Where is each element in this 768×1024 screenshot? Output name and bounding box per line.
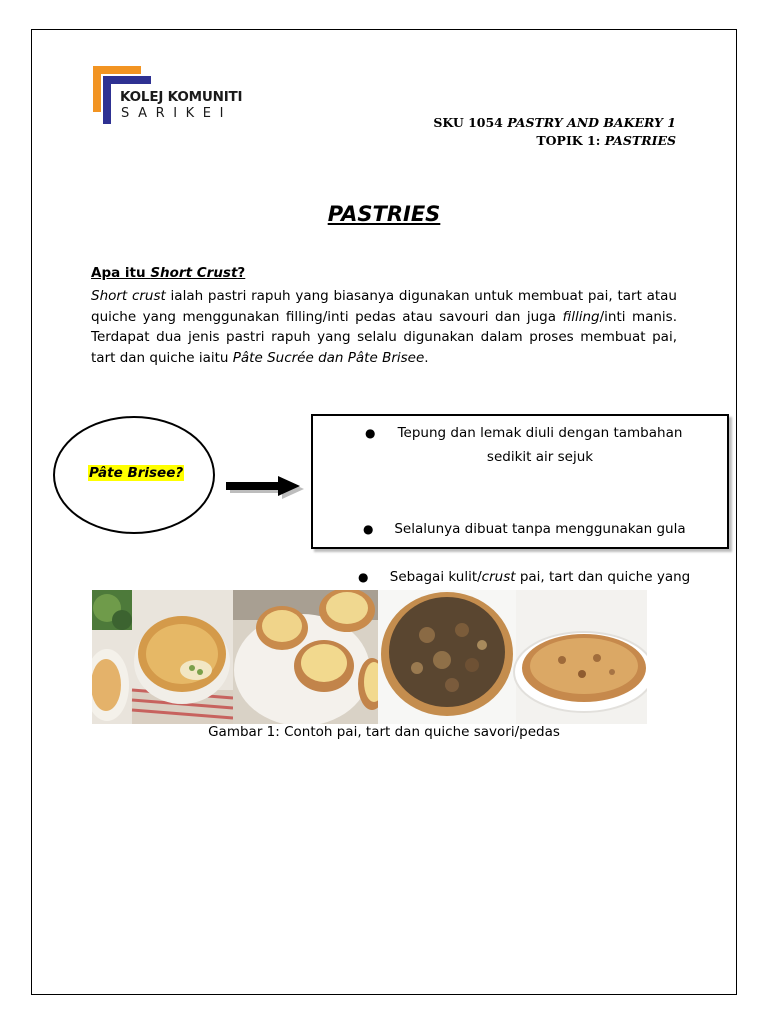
mushroom-tart-photo bbox=[378, 590, 516, 724]
heading-term: Short Crust bbox=[150, 265, 238, 281]
food-photo-strip bbox=[92, 590, 647, 724]
definition-paragraph bbox=[91, 286, 677, 368]
quiche-dish-photo bbox=[514, 590, 647, 724]
figure-caption: Gambar 1: Contoh pai, tart dan quiche savori/pedas bbox=[208, 724, 560, 740]
arrow-right-icon bbox=[224, 475, 304, 499]
topic-name: PASTRIES bbox=[604, 133, 676, 148]
pot-pie-photo bbox=[92, 590, 233, 724]
bullet-3-post: pai, tart dan quiche yang bbox=[519, 568, 691, 585]
course-name: PASTRY AND BAKERY 1 bbox=[507, 115, 676, 130]
bullet-text-1: Tepung dan lemak diuli dengan tambahan sedikit air sejuk bbox=[397, 425, 683, 465]
bullet-icon: ● bbox=[363, 522, 374, 536]
para-term-3: Pâte Sucrée dan Pâte Brisee bbox=[232, 349, 425, 366]
food-photos-image bbox=[92, 590, 647, 724]
bullet-list bbox=[313, 416, 727, 585]
bullet-3-italic: crust bbox=[481, 568, 516, 585]
para-term-2: filling bbox=[562, 308, 600, 325]
bullet-item-2 bbox=[313, 518, 727, 542]
topic-label: TOPIK 1: bbox=[536, 133, 601, 148]
heading-prefix: Apa itu bbox=[91, 265, 151, 281]
bullet-text-2: Selalunya dibuat tanpa menggunakan gula bbox=[394, 521, 686, 537]
mini-quiches-photo bbox=[233, 590, 386, 724]
ellipse-label: Pâte Brisee? bbox=[89, 465, 184, 481]
college-logo bbox=[93, 66, 253, 126]
page-title: PASTRIES bbox=[327, 202, 441, 226]
para-end: . bbox=[424, 349, 429, 366]
course-line bbox=[433, 114, 676, 132]
info-box bbox=[311, 414, 729, 585]
logo-line-1: KOLEJ KOMUNITI bbox=[120, 89, 243, 105]
section-heading bbox=[91, 265, 245, 281]
para-text-2: /inti manis. Terdapat dua jenis pastri rapuh yang selalu digunakan dalam proses membuat pai, tart dan quiche iaitu bbox=[91, 308, 678, 366]
topic-line bbox=[433, 132, 676, 150]
bullet-icon: ● bbox=[365, 426, 376, 440]
course-code: SKU 1054 bbox=[433, 115, 503, 130]
logo-line-2: SARIKEI bbox=[121, 106, 233, 121]
para-text-1: ialah pastri rapuh yang biasanya digunakan untuk membuat pai, tart atau quiche yang menggunakan filling/inti pedas atau savouri dan juga bbox=[91, 288, 677, 325]
course-header bbox=[433, 114, 676, 150]
heading-suffix: ? bbox=[237, 265, 246, 281]
bullet-3-pre: Sebagai kulit/ bbox=[389, 568, 482, 585]
bullet-icon: ● bbox=[358, 569, 369, 584]
bullet-item-1 bbox=[313, 422, 727, 469]
para-term-1: Short crust bbox=[91, 288, 166, 304]
